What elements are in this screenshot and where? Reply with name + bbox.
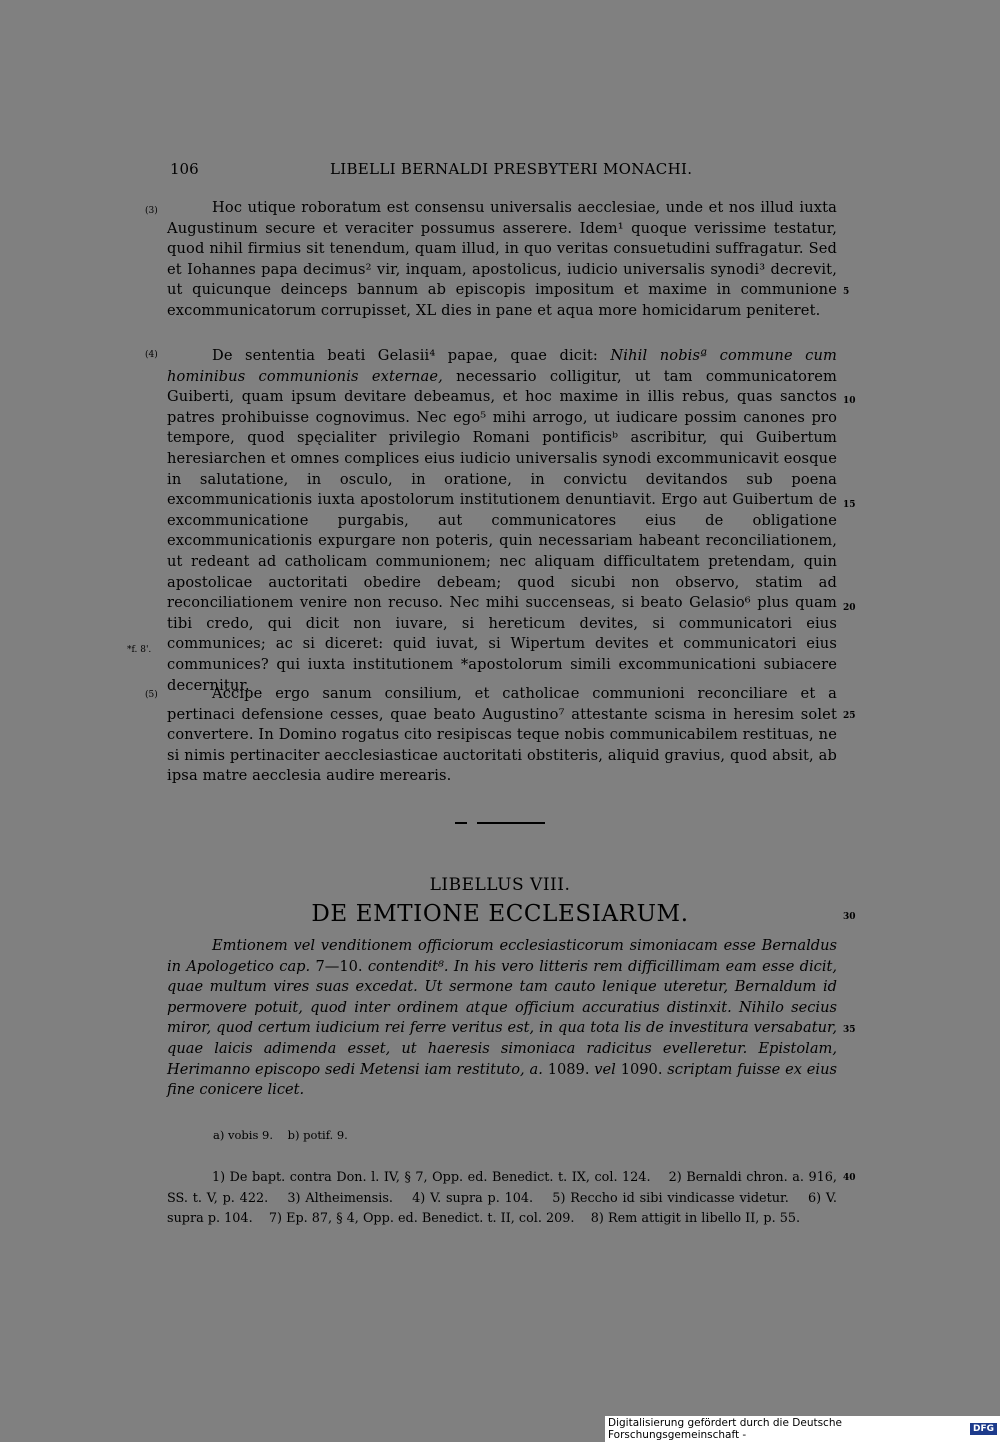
paragraph-number: (4) bbox=[145, 350, 158, 360]
footnotes bbox=[167, 1168, 842, 1230]
summary-year: 1090. bbox=[620, 1060, 663, 1078]
paragraph-text: necessario colligitur, ut tam communicatorem Guiberti, quam ipsum devitare debeamus, et hoc maxime in illis rebus, quas sanctos patres prohibuisse cognovimus. Nec ego⁵ mihi arrogo, ut iudicare possim canones pro tempore, quod spęcialiter privilegio Romani pontificisᵇ ascribitur, qui Guibertum heresiarchen et omnes complices eius iudicio universalis synodi excommunicavit eosque in salutatione, in osculo, in oratione, in convictu devitandos sub poena excommunicationis iuxta apostolorum institutionem denuntiavit. Ergo aut Guibertum de excommunicatione purgabis, aut communicatores eius de obligatione excommunicationis expurgare non poteris, quin necessariam habeant reconciliationem, ut redeant ad catholicam communionem; nec aliquam difficultatem pretendam, quin apostolicae auctoritati obedire debeam; quod sicubi non observo, statim ad reconciliationem venire non recuso. Nec mihi succenseas, si beato Gelasio⁶ plus quam tibi credo, qui dicit non iuvare, si hereticum devites, si communicatori eius communices; ac si diceret: quid iuvat, si Wipertum devites et communicatori eius communices? qui iuxta institutionem *apostolorum simili excommunicationi subiacere decernitur. bbox=[167, 367, 837, 694]
summary-text: scriptam fuisse ex eius fine conicere licet. bbox=[167, 1060, 837, 1099]
summary-chapters: 7—10. bbox=[315, 957, 363, 975]
variant-readings: a) vobis 9. b) potif. 9. bbox=[213, 1128, 348, 1142]
quoted-text: Nihil nobisª commune cum hominibus communionis externae, bbox=[167, 347, 837, 385]
paragraph-text: Accipe ergo sanum consilium, et catholicae communioni reconciliare et a pertinaci defensione cesses, quae beato Augustino⁷ attestante scisma in heresim solet convertere. In Domino rogatus cito resipiscas teque nobis communicabilem restituas, ne si nimis pertinaciter aecclesiasticae auctoritati obstiteris, aliquid gravius, quod absit, ab ipsa matre aecclesia audire merearis. bbox=[167, 685, 837, 785]
paragraph-text: Hoc utique roboratum est consensu universalis aecclesiae, unde et nos illud iuxta Augustinum secure et veraciter possumus asserere. Idem¹ quoque verissime testatur, quod nihil firmius sit tenendum, quam illud, in quo veritas consuetudini suffragatur. Sed et Iohannes papa decimus² vir, inquam, apostolicus, iudicio universalis synodi³ decrevit, ut quicunque deinceps bannum ab episcopis impositum et maxime in communione excommunicatorum corrupisset, XL dies in pane et aqua more homicidarum peniteret. bbox=[167, 199, 837, 319]
paragraph-number: (3) bbox=[145, 206, 158, 216]
paragraph-3 bbox=[167, 198, 837, 322]
line-number: 5 bbox=[843, 287, 850, 297]
dfg-logo-icon: DFG bbox=[970, 1423, 997, 1435]
running-title: LIBELLI BERNALDI PRESBYTERI MONACHI. bbox=[330, 160, 693, 178]
editor-summary bbox=[167, 936, 837, 1101]
summary-text: Emtionem vel venditionem officiorum ecclesiasticorum simoniacam esse Bernaldus in Apologetico cap. bbox=[167, 937, 837, 975]
section-label: LIBELLUS VIII. bbox=[429, 875, 571, 895]
paragraph-text-lead: De sententia beati Gelasii⁴ papae, quae dicit: bbox=[212, 347, 611, 364]
summary-text: contendit⁸. In his vero litteris rem difficillimam eam esse dicit, quae multum vires suas excedat. Ut sermone tam cauto lenique uteretur, Bernaldum id permovere potuit, quod inter ordinem atque officium accuratius distinxit. Nihilo secius miror, quod certum iudicium rei ferre veritus est, in qua tota lis de investitura versabatur, quae laicis adimenda esset, ut haeresis simoniaca radicitus evelleretur. Epistolam, Herimanno episcopo sedi Metensi iam restituto, a. bbox=[167, 957, 837, 1078]
section-divider bbox=[455, 822, 545, 824]
line-number: 30 bbox=[843, 912, 856, 922]
summary-text: vel bbox=[589, 1060, 621, 1078]
section-title: DE EMTIONE ECCLESIARUM. bbox=[311, 901, 689, 927]
line-number: 10 bbox=[843, 396, 856, 406]
footnote-text: 1) De bapt. contra Don. l. IV, § 7, Opp. ed. Benedict. t. IX, col. 124. 2) Bernaldi chron. a. 916, SS. t. V, p. 422. 3) Altheimensis. 4) V. supra p. 104. 5) Reccho id sibi vindicasse videtur. 6) V. supra p. 104. 7) Ep. 87, § 4, Opp. ed. Benedict. t. II, col. 209. 8) Rem attigit in libello II, p. 55. bbox=[167, 1170, 842, 1227]
line-number: 35 bbox=[843, 1025, 856, 1035]
line-number: 40 bbox=[843, 1173, 856, 1183]
line-number: 25 bbox=[843, 711, 856, 721]
line-number: 15 bbox=[843, 500, 856, 510]
summary-year: 1089. bbox=[547, 1060, 590, 1078]
paragraph-4 bbox=[167, 346, 837, 696]
page-number: 106 bbox=[170, 160, 199, 178]
margin-note: *f. 8'. bbox=[127, 645, 152, 655]
line-number: 20 bbox=[843, 603, 856, 613]
digitization-footer bbox=[605, 1416, 1000, 1442]
paragraph-number: (5) bbox=[145, 690, 158, 700]
paragraph-5 bbox=[167, 684, 837, 787]
footer-text: Digitalisierung gefördert durch die Deutsche Forschungsgemeinschaft - bbox=[608, 1417, 842, 1441]
